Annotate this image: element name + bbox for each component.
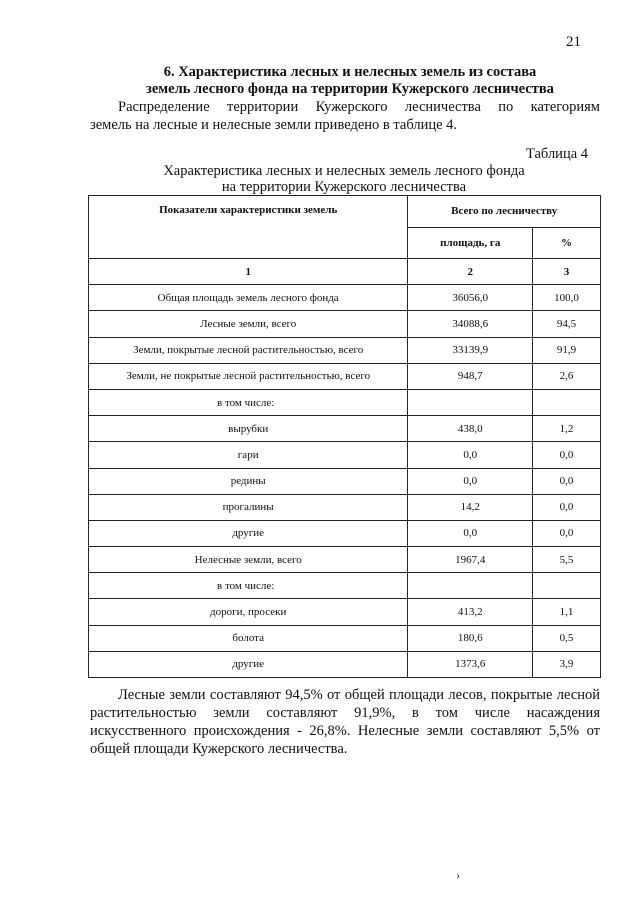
land-characteristics-table xyxy=(88,195,601,678)
row-percent: 0,0 xyxy=(533,442,601,468)
table-row xyxy=(89,389,601,415)
table-row xyxy=(89,625,601,651)
table-row xyxy=(89,363,601,389)
row-label: Общая площадь земель лесного фонда xyxy=(89,285,408,311)
header-total: Всего по лесничеству xyxy=(408,196,601,228)
header-area: площадь, га xyxy=(408,227,533,259)
row-area: 0,0 xyxy=(408,520,533,546)
intro-line-1: Распределение территории Кужерского лесничества по категориям xyxy=(118,99,600,115)
row-label: Земли, покрытые лесной растительностью, всего xyxy=(89,337,408,363)
row-area: 36056,0 xyxy=(408,285,533,311)
column-number-2: 2 xyxy=(408,259,533,285)
row-percent: 0,0 xyxy=(533,468,601,494)
row-area: 0,0 xyxy=(408,442,533,468)
column-number-3: 3 xyxy=(533,259,601,285)
table-row xyxy=(89,599,601,625)
row-percent: 2,6 xyxy=(533,363,601,389)
table-title-line-2: на территории Кужерского лесничества xyxy=(221,179,467,195)
row-label: дороги, просеки xyxy=(89,599,408,625)
row-percent: 1,1 xyxy=(533,599,601,625)
page-number: 21 xyxy=(566,34,581,50)
row-percent: 0,5 xyxy=(533,625,601,651)
table-row xyxy=(89,494,601,520)
table-row xyxy=(89,573,601,599)
table-header-row xyxy=(89,196,601,228)
row-area: 413,2 xyxy=(408,599,533,625)
row-percent: 100,0 xyxy=(533,285,601,311)
table-row xyxy=(89,520,601,546)
table-row xyxy=(89,468,601,494)
row-percent: 94,5 xyxy=(533,311,601,337)
row-percent: 1,2 xyxy=(533,416,601,442)
row-area: 0,0 xyxy=(408,468,533,494)
row-label: редины xyxy=(89,468,408,494)
row-label: Нелесные земли, всего xyxy=(89,547,408,573)
row-label: в том числе: xyxy=(89,389,408,415)
row-label: в том числе: xyxy=(89,573,408,599)
row-percent: 0,0 xyxy=(533,520,601,546)
row-area: 14,2 xyxy=(408,494,533,520)
header-indicators: Показатели характеристики земель xyxy=(89,196,408,259)
section-heading-line-1: 6. Характеристика лесных и нелесных земель из состава xyxy=(163,64,537,80)
row-area: 180,6 xyxy=(408,625,533,651)
row-area: 1373,6 xyxy=(408,651,533,677)
row-area xyxy=(408,389,533,415)
row-percent: 5,5 xyxy=(533,547,601,573)
section-heading xyxy=(60,64,640,98)
table-row xyxy=(89,416,601,442)
row-label: другие xyxy=(89,651,408,677)
row-area: 33139,9 xyxy=(408,337,533,363)
table-row xyxy=(89,285,601,311)
row-label: другие xyxy=(89,520,408,546)
table-row xyxy=(89,547,601,573)
row-percent: 91,9 xyxy=(533,337,601,363)
row-area: 438,0 xyxy=(408,416,533,442)
row-percent xyxy=(533,573,601,599)
row-percent xyxy=(533,389,601,415)
row-label: Лесные земли, всего xyxy=(89,311,408,337)
table-row xyxy=(89,311,601,337)
row-label: прогалины xyxy=(89,494,408,520)
row-percent: 3,9 xyxy=(533,651,601,677)
table-title-line-1: Характеристика лесных и нелесных земель лесного фонда xyxy=(163,163,525,179)
table-numbering-row xyxy=(89,259,601,285)
row-label: вырубки xyxy=(89,416,408,442)
intro-line-2: земель на лесные и нелесные земли приведено в таблице 4. xyxy=(90,117,458,133)
conclusion-paragraph: Лесные земли составляют 94,5% от общей площади лесов, покрытые лесной растительностью земли составляют 91,9%, в том числе насаждения искусственного происхождения - 26,8%. Нелесные земли составляют 5,5% от общей площади Кужерского лесничества. xyxy=(90,687,600,757)
table-title xyxy=(88,163,600,195)
row-percent: 0,0 xyxy=(533,494,601,520)
intro-paragraph xyxy=(90,98,600,134)
row-area: 948,7 xyxy=(408,363,533,389)
footer-mark: › xyxy=(456,868,460,882)
section-heading-line-2: земель лесного фонда на территории Кужерского лесничества xyxy=(146,81,554,97)
table-row xyxy=(89,337,601,363)
row-area: 34088,6 xyxy=(408,311,533,337)
table-label: Таблица 4 xyxy=(526,146,589,162)
row-area: 1967,4 xyxy=(408,547,533,573)
header-percent: % xyxy=(533,227,601,259)
row-label: болота xyxy=(89,625,408,651)
row-label: гари xyxy=(89,442,408,468)
row-label: Земли, не покрытые лесной растительностью, всего xyxy=(89,363,408,389)
row-area xyxy=(408,573,533,599)
table-row xyxy=(89,651,601,677)
column-number-1: 1 xyxy=(89,259,408,285)
table-row xyxy=(89,442,601,468)
